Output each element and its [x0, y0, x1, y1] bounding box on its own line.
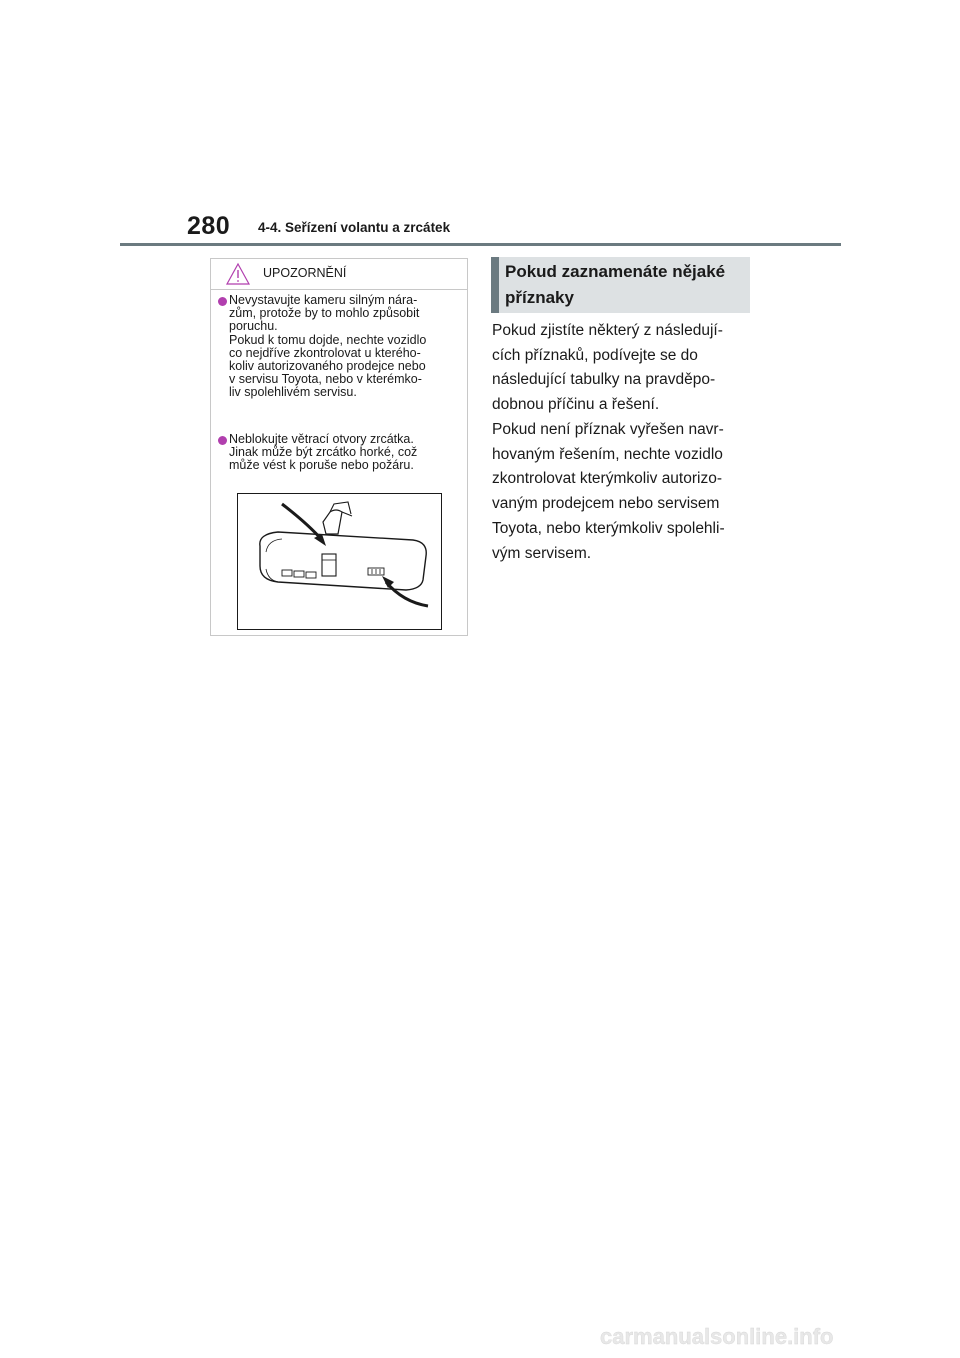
- watermark-logo: [600, 1325, 940, 1349]
- bullet-icon: [218, 436, 227, 445]
- warning-item: [218, 294, 462, 400]
- section-heading-text: Pokud zaznamenáte nějaké příznaky: [505, 262, 726, 307]
- page-number: 280: [187, 212, 231, 240]
- warning-header: [211, 259, 467, 290]
- warning-title: UPOZORNĚNÍ: [263, 266, 347, 280]
- warning-triangle-icon: [225, 262, 251, 286]
- warning-item-text: Nevystavujte kameru silným nára- zům, protože by to mohlo způsobit poruchu. Pokud k tomu dojde, nechte vozidlo co nejdříve zkontrolovat u kterého- koliv autorizovaného prodejce nebo v servisu Toyota, nebo v kterémko- liv spolehlivém servisu.: [229, 293, 427, 400]
- svg-text:carmanualsonline.info: carmanualsonline.info: [600, 1325, 834, 1349]
- rear-view-mirror-illustration: [237, 493, 442, 630]
- paragraph: Pokud zjistíte některý z následují- cích příznaků, podívejte se do následující tabulky na pravděpo- dobnou příčinu a řešení.: [492, 322, 723, 414]
- bullet-icon: [218, 297, 227, 306]
- paragraph: Pokud není příznak vyřešen navr- hovaným řešením, nechte vozidlo zkontrolovat kterýmkoliv autorizo- vaným prodejcem nebo servisem Toyota, nebo kterýmkoliv spolehli- vým servisem.: [492, 421, 725, 562]
- chapter-title: 4-4. Seřízení volantu a zrcátek: [258, 220, 451, 235]
- warning-box: [210, 258, 468, 636]
- warning-item: [218, 433, 462, 473]
- section-heading: [491, 257, 750, 313]
- warning-item-text: Neblokujte větrací otvory zrcátka. Jinak může být zrcátko horké, což může vést k poruše nebo požáru.: [229, 432, 418, 473]
- header-divider: [120, 243, 841, 246]
